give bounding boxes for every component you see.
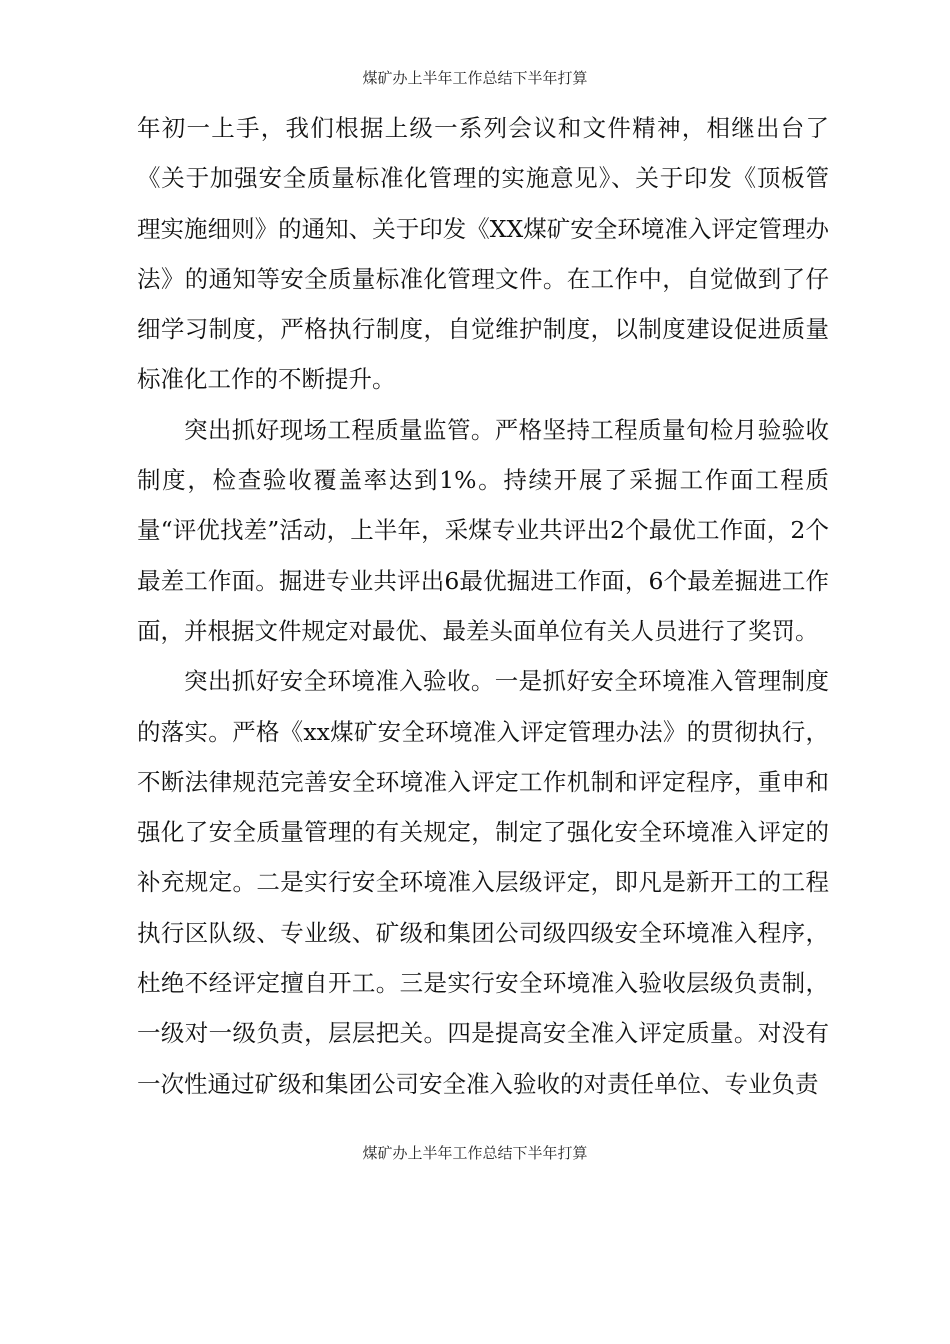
document-body — [137, 103, 829, 1109]
page-header: 煤矿办上半年工作总结下半年打算 — [362, 69, 588, 87]
paragraph-3: 突出抓好安全环境准入验收。一是抓好安全环境准入管理制度的落实。严格《xx煤矿安全环境准入评定管理办法》的贯彻执行，不断法律规范完善安全环境准入评定工作机制和评定程序，重申和强化了安全质量管理的有关规定，制定了强化安全环境准入评定的补充规定。二是实行安全环境准入层级评定，即凡是新开工的工程执行区队级、专业级、矿级和集团公司级四级安全环境准入程序，杜绝不经评定擅自开工。三是实行安全环境准入验收层级负责制，一级对一级负责，层层把关。四是提高安全准入评定质量。对没有一次性通过矿级和集团公司安全准入验收的对责任单位、专业负责 — [137, 667, 829, 1098]
page-footer: 煤矿办上半年工作总结下半年打算 — [362, 1144, 588, 1162]
paragraph-1: 年初一上手，我们根据上级一系列会议和文件精神，相继出台了《关于加强安全质量标准化管理的实施意见》、关于印发《顶板管理实施细则》的通知、关于印发《XX煤矿安全环境准入评定管理办法》的通知等安全质量标准化管理文件。在工作中，自觉做到了仔细学习制度，严格执行制度，自觉维护制度，以制度建设促进质量标准化工作的不断提升。 — [137, 114, 829, 394]
paragraph-2: 突出抓好现场工程质量监管。严格坚持工程质量旬检月验验收制度，检查验收覆盖率达到1%。持续开展了采掘工作面工程质量“评优找差”活动，上半年，采煤专业共评出2个最优工作面，2个最差工作面。掘进专业共评出6最优掘进工作面，6个最差掘进工作面，并根据文件规定对最优、最差头面单位有关人员进行了奖罚。 — [137, 415, 829, 645]
